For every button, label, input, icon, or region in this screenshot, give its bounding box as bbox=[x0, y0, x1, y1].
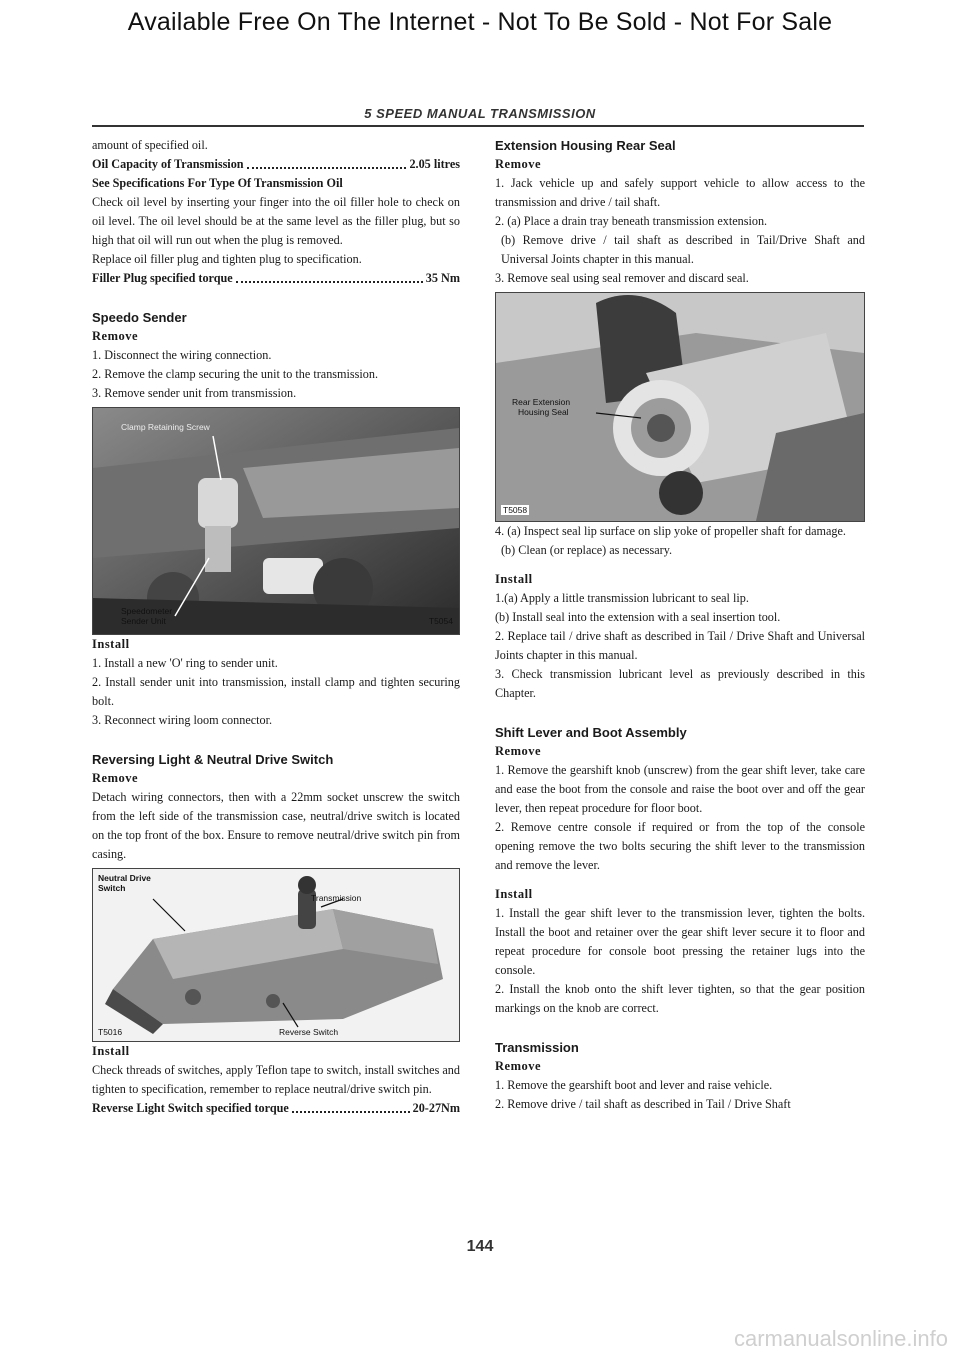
paragraph: 1. Jack vehicle up and safely support vehicle to allow access to the transmission and drive / tail shaft. bbox=[495, 176, 865, 209]
photo-id: T5058 bbox=[503, 505, 528, 515]
paragraph: Detach wiring connectors, then with a 22mm socket unscrew the switch from the left side of the transmission case, neutral/drive switch is located on the top front of the box. Ensure to remove neutral/drive switch pin from casing. bbox=[92, 790, 460, 861]
filler-plug-spec bbox=[92, 269, 460, 288]
subheading: Remove bbox=[92, 329, 139, 343]
subheading: Install bbox=[92, 637, 130, 651]
paragraph: See Specifications For Type Of Transmission Oil bbox=[92, 176, 343, 190]
header-rule bbox=[92, 125, 864, 127]
oil-capacity-spec bbox=[92, 155, 460, 174]
extension-seal-photo bbox=[495, 292, 865, 522]
spec-label: Oil Capacity of Transmission bbox=[92, 157, 244, 171]
subheading: Install bbox=[92, 1044, 130, 1058]
running-head: 5 SPEED MANUAL TRANSMISSION bbox=[364, 106, 596, 121]
watermark-text: carmanualsonline.info bbox=[733, 1326, 948, 1351]
paragraph: 2. Remove drive / tail shaft as described in Tail / Drive Shaft bbox=[495, 1097, 791, 1111]
paragraph: 3. Remove sender unit from transmission. bbox=[92, 386, 297, 400]
photo-caption: Neutral Drive bbox=[98, 873, 151, 883]
paragraph: 1. Disconnect the wiring connection. bbox=[92, 348, 272, 362]
paragraph: 1. Install the gear shift lever to the transmission lever, tighten the bolts. Install the boot and retainer over the gear shift lever secure it to floor and repeat procedure for console boot pressing the retainer lugs into the console. bbox=[495, 906, 865, 977]
paragraph: 3. Remove seal using seal remover and discard seal. bbox=[495, 271, 749, 285]
paragraph: 1. Remove the gearshift knob (unscrew) from the gear shift lever, take care and ease the boot from the console and raise the boot over and off the gear lever, then repeat procedure for floor boot. bbox=[495, 763, 865, 815]
speedo-sender-photo bbox=[92, 407, 460, 635]
photo-caption: Sender Unit bbox=[121, 616, 166, 626]
paragraph: Check oil level by inserting your finger into the oil filler hole to check on oil level. The oil level should be at the same level as the filler plug, but so high that oil will run out when the plug is removed. bbox=[92, 195, 460, 247]
photo-caption: Rear Extension bbox=[512, 397, 571, 407]
paragraph: 2. Install sender unit into transmission, install clamp and tighten securing bolt. bbox=[92, 675, 460, 708]
paragraph: 2. Replace tail / drive shaft as described in Tail / Drive Shaft and Universal Joints chapter in this manual. bbox=[495, 629, 865, 662]
photo-id: T5016 bbox=[98, 1027, 123, 1037]
subheading: Install bbox=[495, 887, 533, 901]
spec-value: 35 Nm bbox=[425, 271, 460, 285]
paragraph: (b) Clean (or replace) as necessary. bbox=[501, 543, 673, 557]
paragraph: 3. Reconnect wiring loom connector. bbox=[92, 713, 273, 727]
subheading: Remove bbox=[495, 744, 542, 758]
spec-label: Reverse Light Switch specified torque bbox=[92, 1101, 289, 1115]
section-heading: Shift Lever and Boot Assembly bbox=[495, 725, 687, 740]
subheading: Remove bbox=[495, 157, 542, 171]
section-heading: Extension Housing Rear Seal bbox=[495, 138, 676, 153]
paragraph: 1.(a) Apply a little transmission lubricant to seal lip. bbox=[495, 591, 749, 605]
paragraph: (b) Remove drive / tail shaft as described in Tail/Drive Shaft and Universal Joints chapter in this manual. bbox=[501, 233, 865, 266]
spec-value: 20-27Nm bbox=[412, 1101, 460, 1115]
paragraph: 1. Install a new 'O' ring to sender unit. bbox=[92, 656, 278, 670]
photo-caption: Speedometer bbox=[121, 606, 173, 616]
subheading: Remove bbox=[92, 771, 139, 785]
page-number: 144 bbox=[466, 1238, 494, 1255]
photo-caption: Switch bbox=[98, 883, 126, 893]
dot-leader bbox=[247, 155, 407, 169]
left-column bbox=[92, 136, 460, 1118]
paragraph: 4. (a) Inspect seal lip surface on slip yoke of propeller shaft for damage. bbox=[495, 524, 846, 538]
paragraph: amount of specified oil. bbox=[92, 138, 208, 152]
paragraph: Replace oil filler plug and tighten plug to specification. bbox=[92, 252, 362, 266]
section-heading: Reversing Light & Neutral Drive Switch bbox=[92, 752, 334, 767]
paragraph: (b) Install seal into the extension with a seal insertion tool. bbox=[495, 610, 781, 624]
reverse-switch-torque-spec bbox=[92, 1099, 460, 1118]
photo-caption: Transmission bbox=[311, 893, 362, 903]
transmission-photo bbox=[92, 868, 460, 1042]
dot-leader bbox=[292, 1099, 410, 1113]
spec-label: Filler Plug specified torque bbox=[92, 271, 233, 285]
paragraph: 3. Check transmission lubricant level as previously described in this Chapter. bbox=[495, 667, 865, 700]
dot-leader bbox=[236, 269, 423, 283]
banner-text: Available Free On The Internet - Not To Be Sold - Not For Sale bbox=[127, 8, 833, 36]
photo-caption: Reverse Switch bbox=[279, 1027, 339, 1037]
subheading: Remove bbox=[495, 1059, 542, 1073]
paragraph: 2. Remove centre console if required or from the top of the console opening remove the two bolts securing the shift lever to the transmission and remove the lever. bbox=[495, 820, 865, 872]
paragraph: 2. Install the knob onto the shift lever tighten, so that the gear position markings on the knob are correct. bbox=[495, 982, 865, 1015]
photo-id: T5054 bbox=[428, 616, 453, 626]
section-heading: Speedo Sender bbox=[92, 310, 187, 325]
paragraph: 1. Remove the gearshift boot and lever and raise vehicle. bbox=[495, 1078, 773, 1092]
paragraph: Check threads of switches, apply Teflon tape to switch, install switches and tighten to specification, remember to replace neutral/drive switch pin. bbox=[92, 1063, 460, 1096]
paragraph: 2. Remove the clamp securing the unit to the transmission. bbox=[92, 367, 379, 381]
photo-caption: Housing Seal bbox=[518, 407, 569, 417]
section-heading: Transmission bbox=[495, 1040, 579, 1055]
paragraph: 2. (a) Place a drain tray beneath transmission extension. bbox=[495, 214, 768, 228]
subheading: Install bbox=[495, 572, 533, 586]
right-column bbox=[495, 136, 865, 1114]
photo-caption: Clamp Retaining Screw bbox=[121, 422, 210, 432]
spec-value: 2.05 litres bbox=[409, 157, 460, 171]
